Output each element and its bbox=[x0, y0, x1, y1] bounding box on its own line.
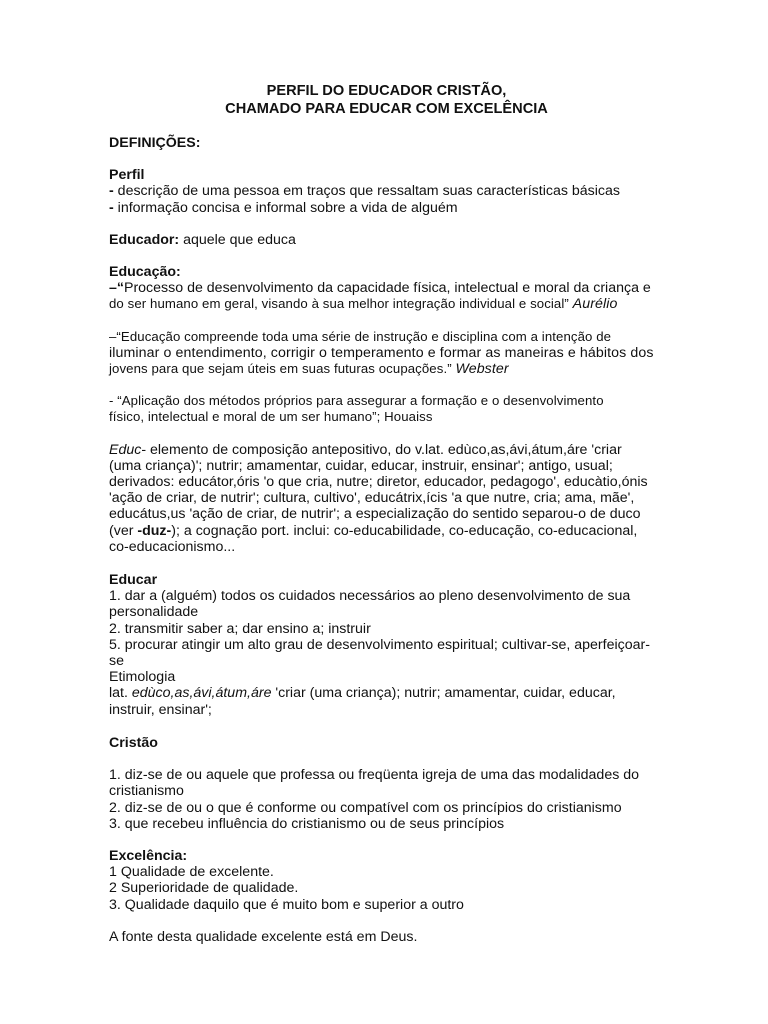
definition-text: lat. bbox=[109, 685, 132, 702]
quote-author: Aurélio bbox=[572, 296, 618, 313]
definition-line bbox=[109, 685, 664, 701]
definition-line: 2 Superioridade de qualidade. bbox=[109, 880, 299, 897]
quote-line: iluminar o entendimento, corrigir o temperamento e formar as maneiras e hábitos dos bbox=[109, 344, 654, 361]
educ-term: Educ bbox=[109, 441, 142, 458]
definition-line: 1. dar a (alguém) todos os cuidados necessários ao pleno desenvolvimento de sua bbox=[109, 588, 631, 605]
educ-paragraph bbox=[109, 442, 664, 555]
paragraph-line: (uma criança)'; nutrir; amamentar, cuidar, educar, instruir, ensinar'; antigo, usual; bbox=[109, 457, 613, 474]
perfil-item-text: informação concisa e informal sobre a vida de alguém bbox=[113, 199, 458, 216]
list-dash: - bbox=[109, 183, 114, 200]
definition-line: 5. procurar atingir um alto grau de desenvolvimento espiritual; cultivar-se, aperfeiçoar- bbox=[109, 636, 650, 653]
perfil-heading: Perfil bbox=[109, 167, 145, 184]
definition-line: cristianismo bbox=[109, 783, 184, 800]
paragraph-text: - elemento de composição antepositivo, do v.lat. edùco,as,ávi,átum,áre 'criar bbox=[141, 441, 622, 458]
cristao-heading: Cristão bbox=[109, 734, 158, 751]
list-dash: - bbox=[109, 199, 114, 216]
definition-line: 3. Qualidade daquilo que é muito bom e superior a outro bbox=[109, 896, 464, 913]
quote-line: - “Aplicação dos métodos próprios para assegurar a formação e o desenvolvimento bbox=[109, 393, 604, 409]
quote-block bbox=[109, 393, 664, 425]
definition-line: 1 Qualidade de excelente. bbox=[109, 864, 274, 881]
etimologia-label: Etimologia bbox=[109, 669, 176, 686]
definition-line: 1. diz-se de ou aquele que professa ou freqüenta igreja de uma das modalidades do bbox=[109, 767, 640, 784]
quote-line: –“Educação compreende toda uma série de instrução e disciplina com a intenção de bbox=[109, 328, 612, 344]
bold-term: -duz- bbox=[137, 522, 172, 539]
quote-prefix: –“ bbox=[109, 280, 124, 297]
paragraph-line bbox=[109, 523, 664, 539]
definition-line: personalidade bbox=[109, 604, 199, 621]
educar-section bbox=[109, 572, 664, 718]
document-title bbox=[109, 83, 664, 118]
educador-label: Educador: bbox=[109, 231, 180, 248]
educacao-heading: Educação: bbox=[109, 264, 181, 281]
quote-line bbox=[109, 361, 664, 377]
quote-author: Webster bbox=[455, 361, 509, 378]
latin-term: edùco,as,ávi,átum,áre bbox=[131, 685, 272, 702]
perfil-item bbox=[109, 200, 664, 216]
educacao-section bbox=[109, 264, 664, 426]
perfil-item bbox=[109, 183, 664, 199]
perfil-section bbox=[109, 167, 664, 216]
perfil-item-text: descrição de uma pessoa em traços que ressaltam suas características básicas bbox=[113, 183, 620, 200]
definition-line: 2. diz-se de ou o que é conforme ou compatível com os princípios do cristianismo bbox=[109, 799, 622, 816]
educador-text: aquele que educa bbox=[179, 231, 296, 248]
quote-text: Processo de desenvolvimento da capacidade física, intelectual e moral da criança e bbox=[123, 280, 651, 297]
title-line-2: CHAMADO PARA EDUCAR COM EXCELÊNCIA bbox=[225, 100, 548, 117]
definition-line: 3. que recebeu influência do cristianismo ou de seus princípios bbox=[109, 815, 505, 832]
title-line-1: PERFIL DO EDUCADOR CRISTÃO, bbox=[266, 83, 507, 99]
excelencia-heading: Excelência: bbox=[109, 847, 188, 864]
definition-line: 2. transmitir saber a; dar ensino a; instruir bbox=[109, 620, 371, 637]
document-content bbox=[109, 83, 664, 945]
quote-block bbox=[109, 329, 664, 378]
educar-heading: Educar bbox=[109, 572, 158, 589]
paragraph-line bbox=[109, 442, 664, 458]
cristao-section bbox=[109, 735, 664, 832]
paragraph-line: derivados: educátor,óris 'o que cria, nutre; diretor, educador, pedagogo', educàtio,ónis bbox=[109, 474, 648, 491]
paragraph-text: ); a cognação port. inclui: co-educabilidade, co-educação, co-educacional, bbox=[171, 522, 638, 539]
quote-text: do ser humano em geral, visando à sua melhor integração individual e social” bbox=[109, 296, 569, 312]
excelencia-section bbox=[109, 848, 664, 913]
paragraph-line: co-educacionismo... bbox=[109, 538, 236, 555]
paragraph-text: (ver bbox=[109, 522, 138, 539]
quote-line bbox=[109, 280, 664, 296]
definitions-heading: DEFINIÇÕES: bbox=[109, 135, 201, 151]
quote-text: jovens para que sejam úteis em suas futuras ocupações.” bbox=[109, 361, 452, 377]
definition-line: se bbox=[109, 653, 124, 670]
definition-text: 'criar (uma criança); nutrir; amamentar, cuidar, educar, bbox=[271, 685, 616, 702]
educador-definition bbox=[109, 232, 664, 248]
definition-line: instruir, ensinar'; bbox=[109, 701, 212, 718]
quote-line bbox=[109, 296, 664, 312]
paragraph-line: educátus,us 'ação de criar, de nutrir'; a especialização do sentido separou-o de duco bbox=[109, 506, 641, 523]
closing-statement: A fonte desta qualidade excelente está em Deus. bbox=[109, 928, 418, 945]
paragraph-line: 'ação de criar, de nutrir'; cultura, cultivo', educátrix,ícis 'a que nutre, cria; ama, mãe', bbox=[109, 490, 635, 507]
quote-line: físico, intelectual e moral de um ser humano”; Houaiss bbox=[109, 409, 433, 425]
